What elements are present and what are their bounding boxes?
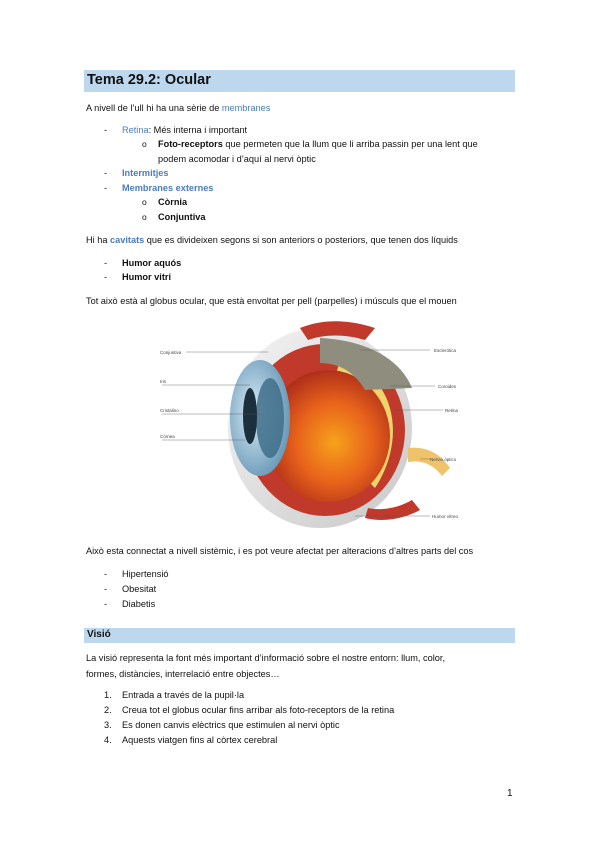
membranes-term: membranes (221, 103, 271, 113)
cavitats-term: cavitats (110, 235, 145, 245)
list-item-step-2: Creua tot el globus ocular fins arribar als foto-receptors de la retina (122, 705, 395, 715)
foto-term: Foto-receptors (158, 139, 223, 149)
bullet-circle: o (142, 212, 147, 222)
retina-desc: : Més interna i important (148, 125, 248, 135)
eye-anatomy-figure (150, 318, 468, 536)
list-item-step-1: Entrada a través de la pupil·la (122, 690, 245, 700)
label-nervio-optico: Nervio óptico (430, 457, 457, 462)
list-item-hipertensio: Hipertensió (122, 569, 169, 579)
globus-paragraph: Tot això està al globus ocular, que està envoltat per pell (parpelles) i músculs que el mouen (86, 296, 457, 306)
list-item-step-4: Aquests viatgen fins al còrtex cerebral (122, 735, 278, 745)
list-item-cornia: Còrnia (158, 197, 188, 207)
step-number: 2. (104, 705, 112, 715)
bullet-dash: - (104, 599, 108, 609)
label-esclerotica: Esclerótica (434, 348, 457, 353)
visio-paragraph-line2: formes, distàncies, interrelació entre objectes… (86, 669, 280, 679)
label-coroides: Coroides (438, 384, 457, 389)
bullet-dash: - (104, 183, 108, 193)
list-item-step-3: Es donen canvis elèctrics que estimulen al nervi òptic (122, 720, 340, 730)
bullet-circle: o (142, 139, 147, 149)
bullet-dash: - (104, 258, 108, 268)
label-conjuntiva: Conjuntiva (160, 350, 182, 355)
label-cristalino: Cristalino (160, 408, 179, 413)
step-number: 3. (104, 720, 112, 730)
cavitats-post: que es divideixen segons si son anteriors o posteriors, que tenen dos líquids (144, 235, 458, 245)
title-heading (84, 70, 515, 92)
cavitats-pre: Hi ha (86, 235, 111, 245)
foto-desc-cont: podem acomodar i d’aquí al nervi òptic (158, 154, 316, 164)
page-number: 1 (507, 788, 513, 799)
lens-shape (256, 378, 284, 458)
list-item-diabetis: Diabetis (122, 599, 156, 609)
label-iris: Iris (160, 379, 166, 384)
list-item-foto (158, 138, 478, 151)
bullet-dash: - (104, 272, 108, 282)
cavitats-paragraph (86, 234, 458, 247)
bullet-dash: - (104, 584, 108, 594)
visio-heading-text: Visió (87, 629, 111, 640)
label-cornea: Córnea (160, 434, 175, 439)
intro-paragraph (86, 102, 270, 115)
bullet-dash: - (104, 125, 108, 135)
list-item-humor-vitri: Humor vitri (122, 272, 172, 282)
retina-term: Retina (122, 125, 149, 135)
sistemic-paragraph: Això esta connectat a nivell sistèmic, i es pot veure afectat per alteracions d’altres parts del cos (86, 546, 474, 556)
list-item-externes: Membranes externes (122, 183, 214, 193)
visio-heading (84, 628, 515, 643)
label-retina: Retina (445, 408, 459, 413)
pupil-shape (243, 388, 257, 444)
list-item-humor-aquos: Humor aquós (122, 258, 182, 268)
list-item-obesitat: Obesitat (122, 584, 157, 594)
intro-text: A nivell de l’ull hi ha una sèrie de (86, 103, 222, 113)
list-item-intermitjes: Intermitjes (122, 168, 169, 178)
list-item-conjuntiva: Conjuntiva (158, 212, 206, 222)
step-number: 4. (104, 735, 112, 745)
bullet-circle: o (142, 197, 147, 207)
page-title: Tema 29.2: Ocular (87, 72, 211, 88)
bullet-dash: - (104, 168, 108, 178)
list-item-retina (122, 124, 247, 137)
visio-paragraph-line1: La visió representa la font més important d’informació sobre el nostre entorn: llum, color, (86, 653, 445, 663)
foto-desc: que permeten que la llum que li arriba passin per una lent que (222, 139, 478, 149)
label-humor-vitreo: Humor vítreo (432, 514, 459, 519)
step-number: 1. (104, 690, 112, 700)
bullet-dash: - (104, 569, 108, 579)
